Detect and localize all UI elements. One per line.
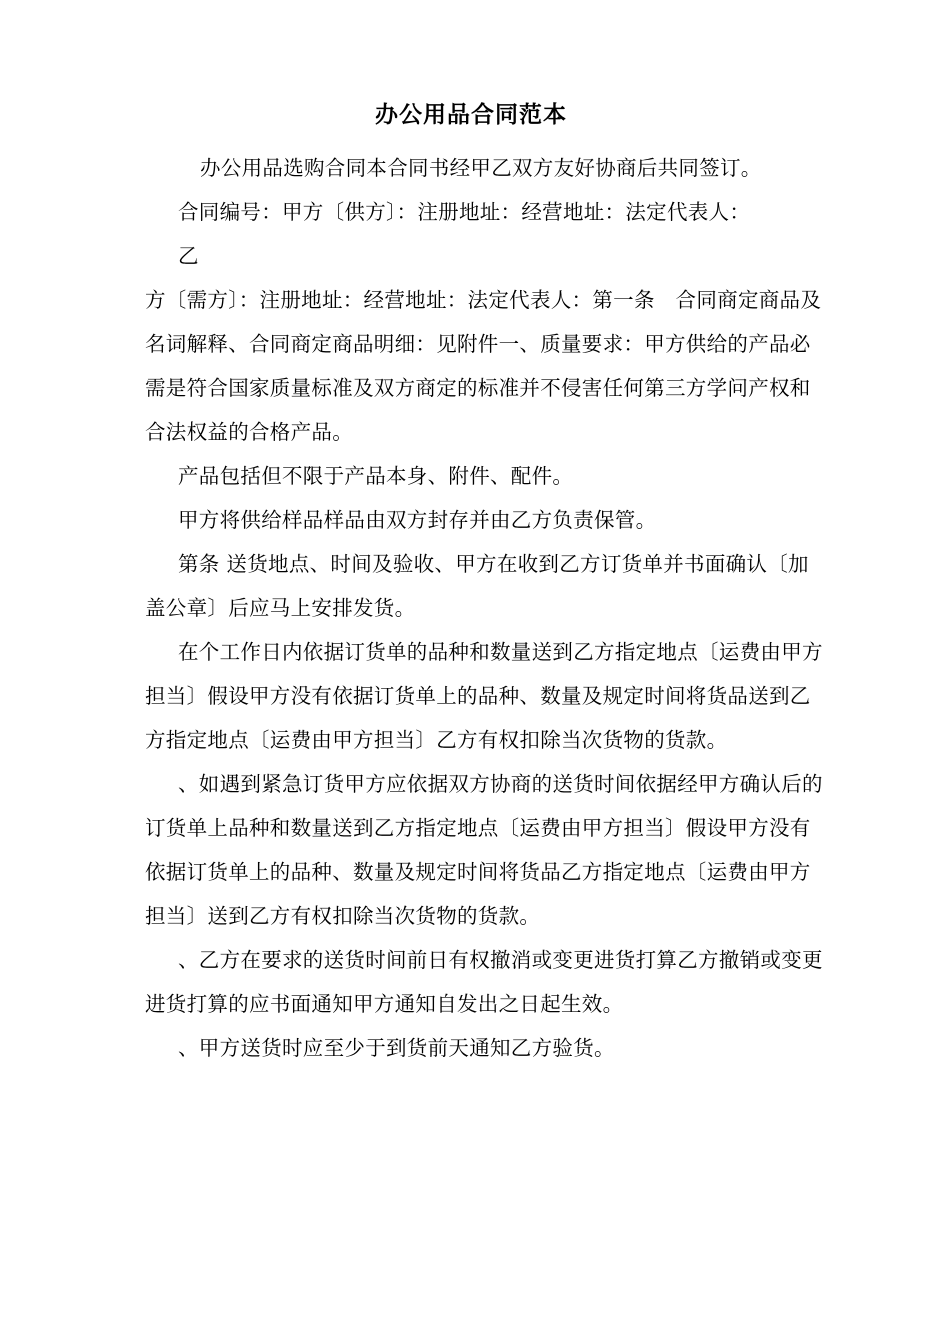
document-body <box>145 146 825 1070</box>
paragraph-order-changes: 、乙方在要求的送货时间前日有权撤消或变更进货打算乙方撤销或变更进货打算的应书面通知甲方通知自发出之日起生效。 <box>145 948 823 1016</box>
paragraph-urgent-orders: 、如遇到紧急订货甲方应依据双方协商的送货时间依据经甲方确认后的订货单上品种和数量送到乙方指定地点〔运费由甲方担当〕假设甲方没有依据订货单上的品种、数量及规定时间将货品乙方指定地点〔运费由甲方担当〕送到乙方有权扣除当次货物的货款。 <box>145 772 823 928</box>
paragraph-intro: 办公用品选购合同本合同书经甲乙双方友好协商后共同签订。 <box>200 156 762 180</box>
paragraph-party-b-label: 乙 <box>178 244 199 268</box>
paragraph-contract-number: 合同编号：甲方〔供方〕：注册地址：经营地址：法定代表人： <box>178 200 751 224</box>
paragraph-party-b-details: 方〔需方〕：注册地址：经营地址：法定代表人：第一条 合同商定商品及名词解释、合同商定商品明细：见附件一、质量要求：甲方供给的产品必需是符合国家质量标准及双方商定的标准并不侵害任何第三方学问产权和合法权益的合格产品。 <box>145 288 822 444</box>
paragraph-delivery-terms: 在个工作日内依据订货单的品种和数量送到乙方指定地点〔运费由甲方担当〕假设甲方没有依据订货单上的品种、数量及规定时间将货品送到乙方指定地点〔运费由甲方担当〕乙方有权扣除当次货物的货款。 <box>145 640 823 752</box>
paragraph-delivery-article: 第条 送货地点、时间及验收、甲方在收到乙方订货单并书面确认〔加盖公章〕后应马上安排发货。 <box>145 552 809 620</box>
paragraph-product-scope: 产品包括但不限于产品本身、附件、配件。 <box>178 464 574 488</box>
document-title: 办公用品合同范本 <box>375 102 567 128</box>
paragraph-samples: 甲方将供给样品样品由双方封存并由乙方负责保管。 <box>178 508 657 532</box>
paragraph-delivery-notice: 、甲方送货时应至少于到货前天通知乙方验货。 <box>178 1036 615 1060</box>
